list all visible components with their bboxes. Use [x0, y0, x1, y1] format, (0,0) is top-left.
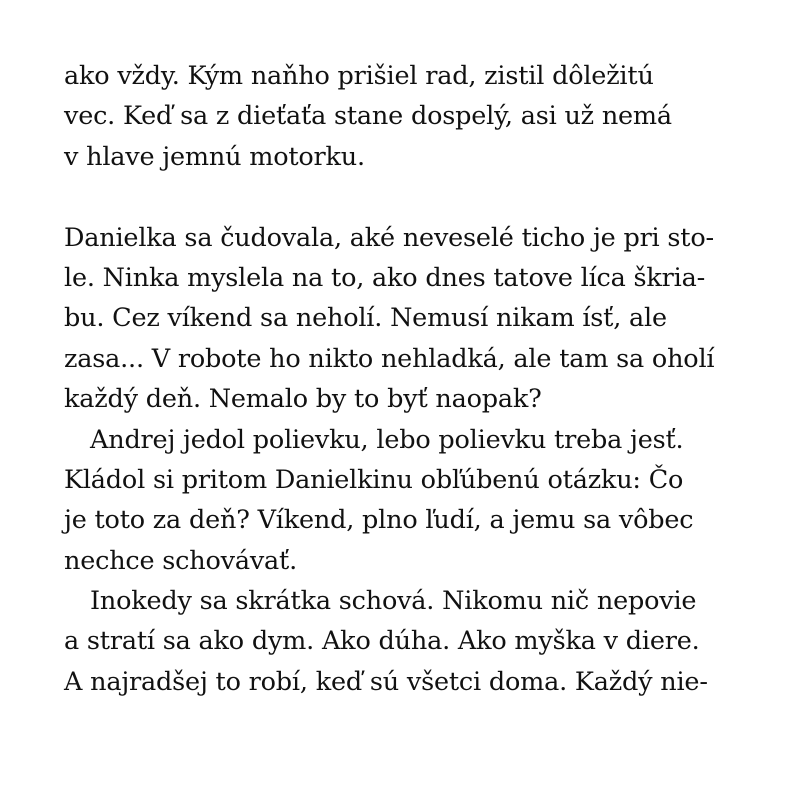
text-line: le. Ninka myslela na to, ako dnes tatove líca škria-: [64, 262, 706, 293]
text-line: a stratí sa ako dym. Ako dúha. Ako myška v diere.: [64, 626, 700, 657]
text-line: A najradšej to robí, keď sú všetci doma. Každý nie-: [64, 666, 708, 697]
text-line: Danielka sa čudovala, aké neveselé ticho je pri sto-: [64, 222, 714, 253]
text-line: ako vždy. Kým naňho prišiel rad, zistil dôležitú: [64, 61, 654, 91]
text-line: Andrej jedol polievku, lebo polievku treba jesť.: [90, 424, 684, 455]
paragraph-1: [64, 56, 764, 177]
text-line: vec. Keď sa z dieťaťa stane dospelý, asi už nemá: [64, 101, 672, 132]
text-line: nechce schovávať.: [64, 545, 298, 576]
paragraph-2: [64, 218, 764, 420]
paragraph-3: [64, 420, 764, 582]
paragraph-4: [64, 581, 764, 702]
text-line: je toto za deň? Víkend, plno ľudí, a jemu sa vôbec: [64, 505, 694, 536]
text-line: Kládol si pritom Danielkinu obľúbenú otázku: Čo: [64, 464, 684, 495]
text-line: v hlave jemnú motorku.: [64, 141, 365, 172]
text-line: bu. Cez víkend sa neholí. Nemusí nikam ísť, ale: [64, 303, 667, 334]
book-page: [64, 56, 764, 702]
paragraph-spacer: [64, 177, 764, 217]
text-line: zasa... V robote ho nikto nehladká, ale tam sa oholí: [64, 343, 715, 374]
text-line: každý deň. Nemalo by to byť naopak?: [64, 384, 542, 415]
text-line: Inokedy sa skrátka schová. Nikomu nič nepovie: [90, 586, 697, 617]
